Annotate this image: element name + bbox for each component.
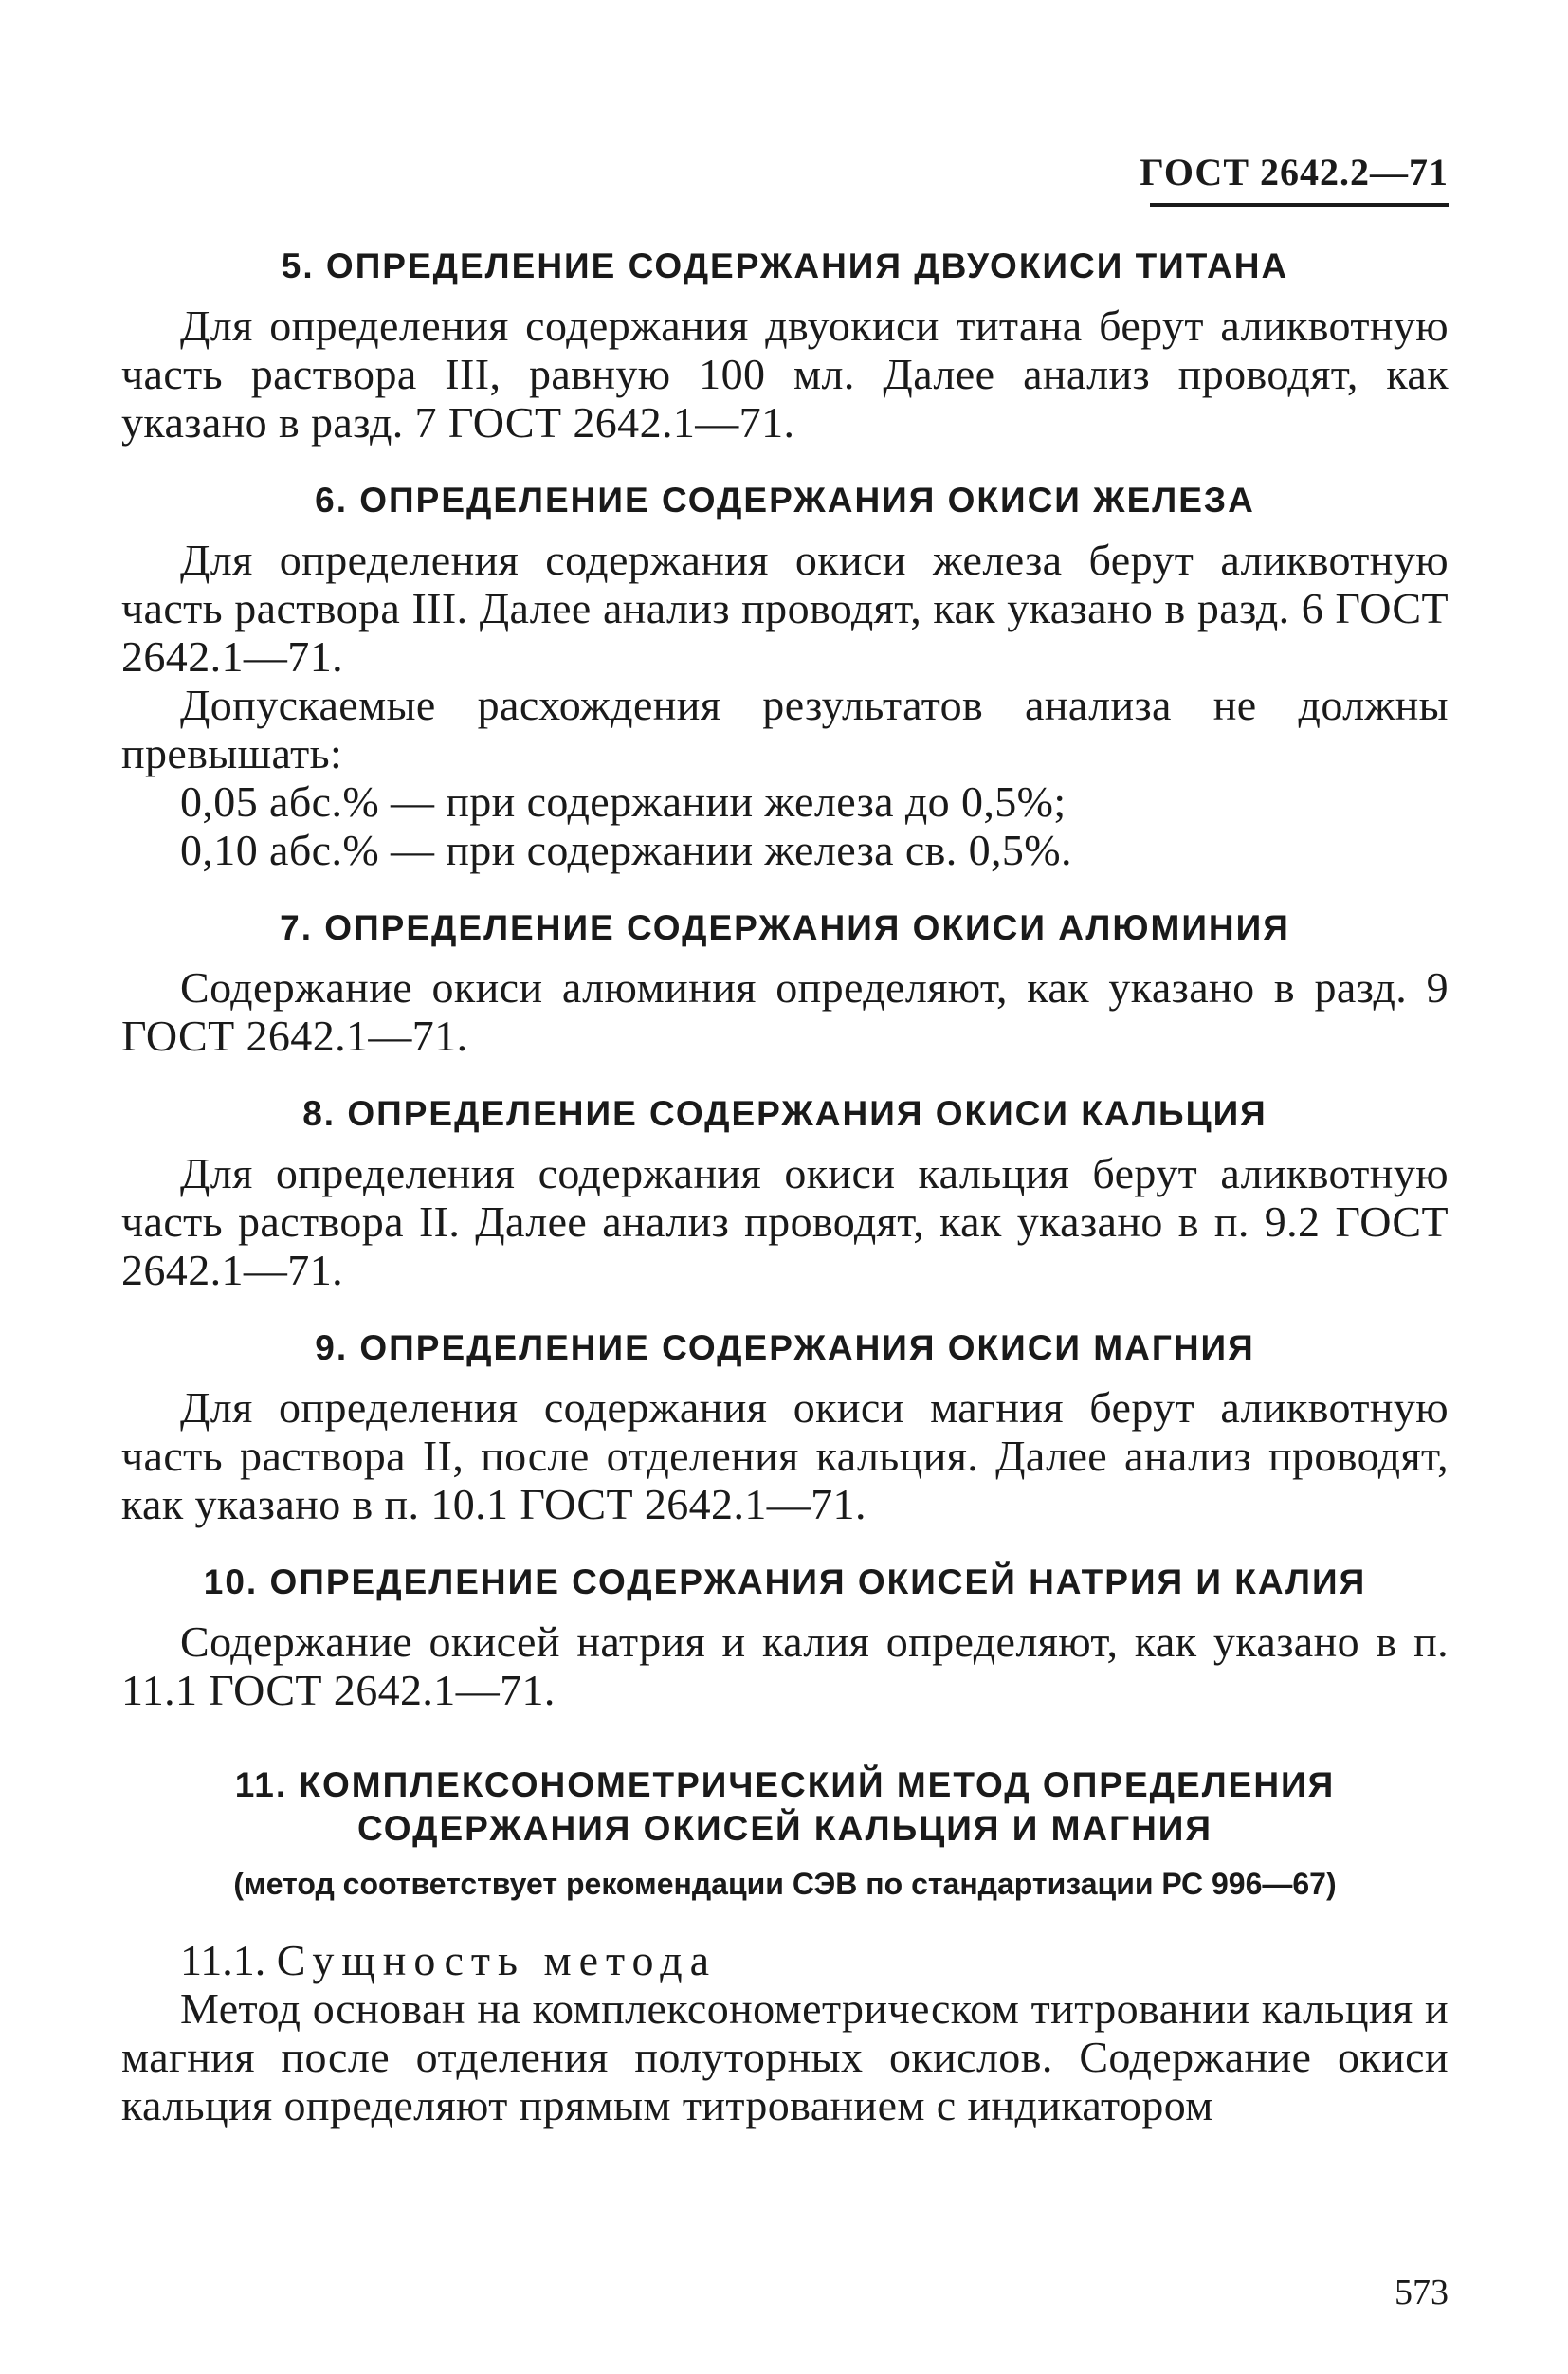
section-6-heading: 6. ОПРЕДЕЛЕНИЕ СОДЕРЖАНИЯ ОКИСИ ЖЕЛЕЗА [315, 481, 1255, 520]
running-header: ГОСТ 2642.2—71 [1140, 151, 1449, 193]
document-body [121, 245, 1449, 2129]
section-6-paragraph: Для определения содержания окиси железа берут аликвотную часть раствора III. Далее анализ проводят, как указано в разд. 6 ГОСТ 2642.1—71. [121, 536, 1449, 681]
section-5-heading: 5. ОПРЕДЕЛЕНИЕ СОДЕРЖАНИЯ ДВУОКИСИ ТИТАНА [281, 247, 1289, 285]
section-6-tolerance-2: 0,10 абс.% — при содержании железа св. 0,5%. [180, 826, 1072, 874]
section-11-1-subheading [121, 1936, 1449, 1984]
section-6-tolerance-intro: Допускаемые расхождения результатов анализа не должны превышать: [121, 681, 1449, 777]
section-11-heading-line-2: СОДЕРЖАНИЯ ОКИСЕЙ КАЛЬЦИЯ И МАГНИЯ [357, 1809, 1212, 1848]
section-11-1-paragraph: Метод основан на комплексонометрическом титровании кальция и магния после отделения полуторных окислов. Содержание окиси кальция определяют прямым титрованием с индикатором [121, 1984, 1449, 2129]
section-7-heading: 7. ОПРЕДЕЛЕНИЕ СОДЕРЖАНИЯ ОКИСИ АЛЮМИНИЯ [280, 908, 1290, 947]
section-5-paragraph: Для определения содержания двуокиси титана берут аликвотную часть раствора III, равную 100 мл. Далее анализ проводят, как указано в разд. 7 ГОСТ 2642.1—71. [121, 301, 1449, 447]
page-number: 573 [1395, 2273, 1449, 2312]
section-10-heading: 10. ОПРЕДЕЛЕНИЕ СОДЕРЖАНИЯ ОКИСЕЙ НАТРИЯ И КАЛИЯ [203, 1562, 1367, 1601]
subsection-number: 11.1. [180, 1936, 266, 1984]
section-9-heading: 9. ОПРЕДЕЛЕНИЕ СОДЕРЖАНИЯ ОКИСИ МАГНИЯ [315, 1328, 1255, 1367]
section-9-paragraph: Для определения содержания окиси магния берут аликвотную часть раствора II, после отделения кальция. Далее анализ проводят, как указано в п. 10.1 ГОСТ 2642.1—71. [121, 1383, 1449, 1528]
subsection-title: Сущность метода [276, 1936, 718, 1984]
section-10-paragraph: Содержание окисей натрия и калия определяют, как указано в п. 11.1 ГОСТ 2642.1—71. [121, 1617, 1449, 1714]
section-7-paragraph: Содержание окиси алюминия определяют, как указано в разд. 9 ГОСТ 2642.1—71. [121, 963, 1449, 1060]
section-11-method-note: (метод соответствует рекомендации СЭВ по стандартизации РС 996—67) [233, 1867, 1337, 1901]
section-11-heading-line-1: 11. КОМПЛЕКСОНОМЕТРИЧЕСКИЙ МЕТОД ОПРЕДЕЛЕНИЯ [234, 1765, 1336, 1804]
section-8-heading: 8. ОПРЕДЕЛЕНИЕ СОДЕРЖАНИЯ ОКИСИ КАЛЬЦИЯ [302, 1094, 1267, 1133]
document-page [121, 133, 1449, 2313]
header-rule [1150, 203, 1449, 207]
section-6-tolerance-1: 0,05 абс.% — при содержании железа до 0,5%; [180, 777, 1067, 826]
section-8-paragraph: Для определения содержания окиси кальция берут аликвотную часть раствора II. Далее анализ проводят, как указано в п. 9.2 ГОСТ 2642.1—71. [121, 1149, 1449, 1294]
